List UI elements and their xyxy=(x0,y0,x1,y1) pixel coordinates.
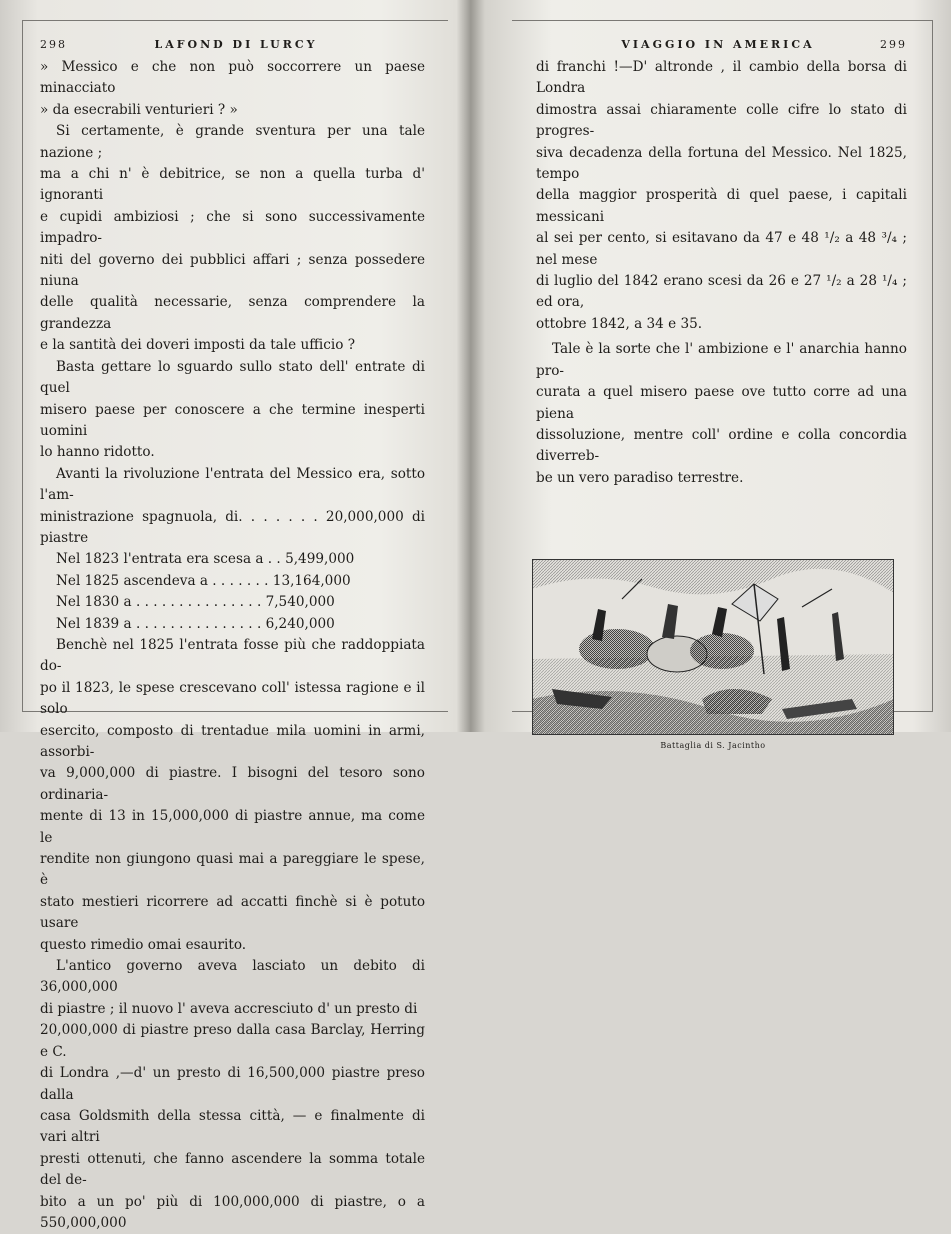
revenue-row: Nel 1823 l'entrata era scesa a . . 5,499,000 xyxy=(56,551,355,568)
para-spese xyxy=(40,635,425,956)
left-running-title: LAFOND DI LURCY xyxy=(154,38,318,51)
text-line: questo rimedio omai esaurito. xyxy=(40,936,247,953)
text-line: rendite non giungono quasi mai a pareggiare le spese, è xyxy=(40,851,425,889)
right-running-head xyxy=(536,38,907,51)
text-line: e la santità dei doveri imposti da tale ufficio ? xyxy=(40,337,356,354)
battle-engraving xyxy=(532,559,894,751)
right-page-body xyxy=(536,57,907,489)
left-page-number: 298 xyxy=(40,38,67,51)
revenue-table xyxy=(40,549,425,635)
text-line: di Londra ,—d' un presto di 16,500,000 piastre preso dalla xyxy=(40,1065,425,1103)
text-line: stato mestieri ricorrere ad accatti finchè si è potuto usare xyxy=(40,893,425,932)
para-sorte xyxy=(536,339,907,489)
para-debito xyxy=(40,956,425,1234)
text-line: e cupidi ambiziosi ; che si sono successivamente impadro- xyxy=(40,208,425,247)
text-line: L'antico governo aveva lasciato un debito di 36,000,000 xyxy=(40,958,425,996)
text-line: dimostra assai chiaramente colle cifre lo stato di progres- xyxy=(536,101,907,140)
text-line: al sei per cento, si esitavano da 47 e 48 ¹/₂ a 48 ³/₄ ; nel mese xyxy=(536,230,907,268)
text-line: misero paese per conoscere a che termine inesperti uomini xyxy=(40,401,425,439)
para-sguardo xyxy=(40,357,425,464)
text-line: be un vero paradiso terrestre. xyxy=(536,469,744,486)
right-running-title: VIAGGIO IN AMERICA xyxy=(621,38,815,51)
para-rivoluzione xyxy=(40,464,425,550)
text-line: delle qualità necessarie, senza comprendere la grandezza xyxy=(40,294,425,332)
text-line: 20,000,000 di piastre preso dalla casa Barclay, Herring e C. xyxy=(40,1022,425,1060)
text-line: ottobre 1842, a 34 e 35. xyxy=(536,315,703,332)
revenue-row: Nel 1830 a . . . . . . . . . . . . . . . 7,540,000 xyxy=(56,594,335,611)
text-line: Basta gettare lo sguardo sullo stato dell' entrate di quel xyxy=(40,358,425,397)
text-line: bito a un po' più di 100,000,000 di piastre, o a 550,000,000 xyxy=(40,1193,425,1231)
text-line: Tale è la sorte che l' ambizione e l' anarchia hanno pro- xyxy=(536,341,907,379)
text-line: di luglio del 1842 erano scesi da 26 e 27 ¹/₂ a 28 ¹/₄ ; ed ora, xyxy=(536,273,907,311)
text-line: mente di 13 in 15,000,000 di piastre annue, ma come le xyxy=(40,808,425,846)
text-line: niti del governo dei pubblici affari ; senza possedere niuna xyxy=(40,251,425,290)
para-sventura xyxy=(40,121,425,356)
text-line: lo hanno ridotto. xyxy=(40,444,155,461)
left-page xyxy=(0,0,465,1231)
text-line: Benchè nel 1825 l'entrata fosse più che raddoppiata do- xyxy=(40,636,425,675)
text-line: dissoluzione, mentre coll' ordine e colla concordia diverreb- xyxy=(536,426,907,465)
right-page-number: 299 xyxy=(879,38,907,51)
revenue-row: Nel 1825 ascendeva a . . . . . . . 13,164,000 xyxy=(56,572,351,589)
text-line: esercito, composto di trentadue mila uomini in armi, assorbi- xyxy=(40,722,425,760)
text-line: presti ottenuti, che fanno ascendere la somma totale del de- xyxy=(40,1150,425,1189)
text-line: va 9,000,000 di piastre. I bisogni del tesoro sono ordinaria- xyxy=(40,765,425,803)
text-line: Avanti la rivoluzione l'entrata del Messico era, sotto l'am- xyxy=(40,465,425,504)
text-line: di piastre ; il nuovo l' aveva accresciuto d' un presto di xyxy=(40,1000,418,1017)
text-line: della maggior prosperità di quel paese, i capitali messicani xyxy=(536,187,907,225)
text-line: » da esecrabili venturieri ? » xyxy=(40,101,238,118)
text-line: » Messico e che non può soccorrere un paese minacciato xyxy=(40,59,425,97)
illustration-caption: Battaglia di S. Jacintho xyxy=(660,741,766,751)
right-page xyxy=(478,0,951,751)
left-page-body xyxy=(40,57,425,1234)
text-line: ma a chi n' è debitrice, se non a quella turba d' ignoranti xyxy=(40,166,425,204)
text-line: po il 1823, le spese crescevano coll' istessa ragione e il solo xyxy=(40,679,425,718)
text-line: siva decadenza della fortuna del Messico. Nel 1825, tempo xyxy=(536,144,907,183)
left-running-head xyxy=(40,38,425,51)
text-line: ministrazione spagnuola, di. . . . . . . 20,000,000 di piastre xyxy=(40,508,425,546)
text-line: di franchi !—D' altronde , il cambio della borsa di Londra xyxy=(536,59,907,97)
battle-scene-illustration xyxy=(532,559,894,735)
para-franchi xyxy=(536,57,907,335)
revenue-row: Nel 1839 a . . . . . . . . . . . . . . . 6,240,000 xyxy=(56,615,335,632)
text-line: curata a quel misero paese ove tutto corre ad una piena xyxy=(536,384,907,422)
text-line: casa Goldsmith della stessa città, — e finalmente di vari altri xyxy=(40,1107,425,1146)
text-line: Si certamente, è grande sventura per una tale nazione ; xyxy=(40,123,425,161)
para-quote xyxy=(40,57,425,121)
